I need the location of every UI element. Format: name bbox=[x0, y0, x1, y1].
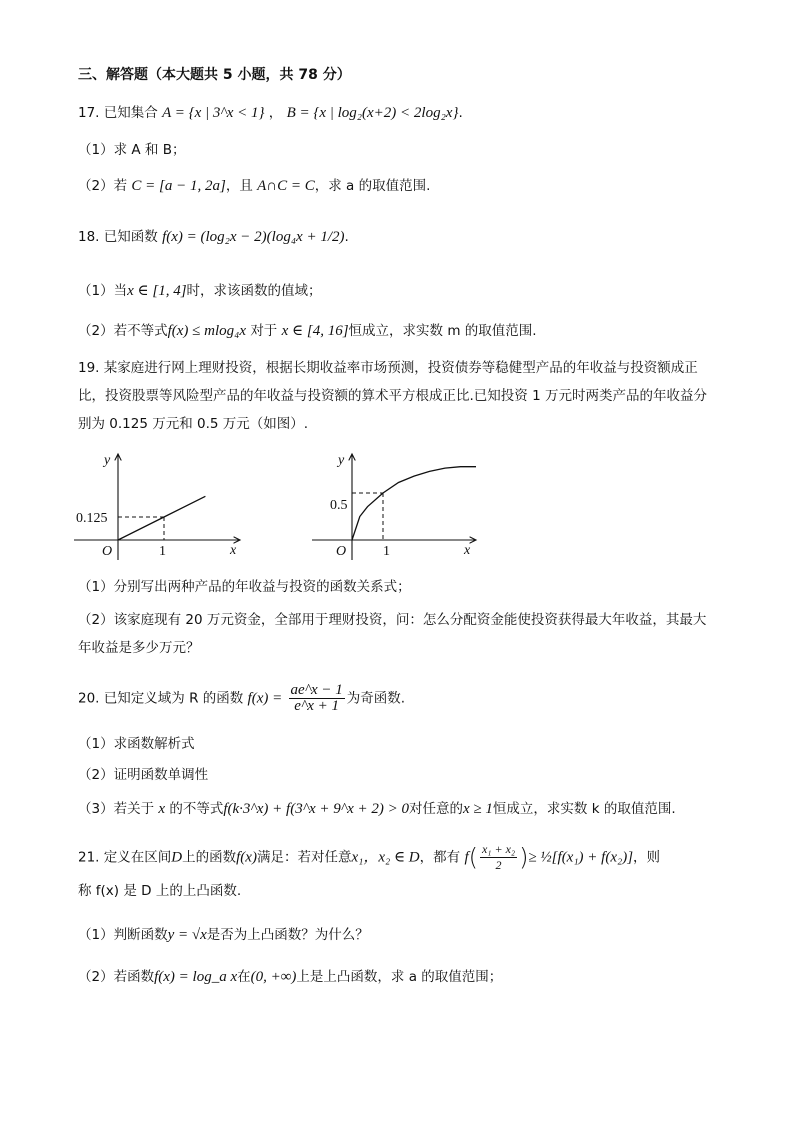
q18-part1-prefix: （1）当 bbox=[78, 283, 128, 299]
q21-ineq-lhs: f bbox=[464, 849, 469, 866]
q20-stem-suffix: 为奇函数. bbox=[346, 690, 406, 707]
q17-part2-mid: ，且 bbox=[225, 178, 253, 194]
q19-part2: （2）该家庭现有 20 万元资金，全部用于理财投资，问：怎么分配资金能使投资获得最大年收益，其最大年收益是多少万元？ bbox=[78, 612, 707, 656]
q20-func-denominator: e^x + 1 bbox=[294, 698, 340, 714]
x-tick-label: 1 bbox=[159, 544, 166, 559]
y-axis-label: y bbox=[338, 453, 345, 468]
q21-stem-suffix: ，则 bbox=[633, 849, 661, 866]
origin-label: O bbox=[336, 544, 347, 559]
q19-stem bbox=[78, 354, 718, 438]
q21-part2 bbox=[78, 968, 502, 986]
q21-ineq-denominator: 2 bbox=[495, 858, 502, 872]
series-line bbox=[352, 467, 476, 540]
q21-func: f(x) bbox=[236, 849, 257, 866]
q21-fraction bbox=[480, 842, 517, 873]
x-axis-label: x bbox=[464, 543, 471, 558]
q17-part2-prefix: （2）若 bbox=[78, 178, 128, 194]
q18-part2 bbox=[78, 322, 537, 340]
y-tick-label: 0.125 bbox=[76, 511, 108, 526]
q20-part3-mid2: 对任意的 bbox=[409, 801, 464, 817]
x-axis-label: x bbox=[230, 543, 237, 558]
q17-set-a: A = {x | 3^x < 1} bbox=[162, 105, 265, 121]
y-axis-label: y bbox=[104, 453, 111, 468]
q20-part2: （2）证明函数单调性 bbox=[78, 767, 209, 783]
q17-part1: （1）求 A 和 B； bbox=[78, 142, 186, 158]
q21-stem: 21. 定义在区间D上的函数f(x)满足：若对任意x₁，x₂ ∈ D，都有 f( $\frac{\text{x₁ + x₂}}{2}$ )≥ ½[f(x₁) + f(x₂)]，则 bbox=[78, 842, 661, 872]
q17-stem: 17. 已知集合 A = {x | 3^x < 1} ， B = {x | log₂(x+2) < 2log₂x}. bbox=[78, 105, 463, 121]
q21-ineq-rhs: ≥ ½[f(x₁) + f(x₂)] bbox=[528, 849, 634, 866]
q17-part2-suffix: ，求 a 的取值范围. bbox=[314, 178, 431, 194]
q20-stem-prefix: 已知定义域为 R 的函数 bbox=[103, 690, 244, 707]
q20-func-numerator: ae^x − 1 bbox=[290, 682, 343, 698]
q20-part3-cond: x ≥ 1 bbox=[463, 801, 493, 817]
q21-stem-mid3: ，都有 bbox=[419, 849, 461, 866]
q21-line2: 称 f(x) 是 D 上的上凸函数. bbox=[78, 883, 242, 899]
q18-part1-suffix: 时，求该函数的值域； bbox=[186, 283, 322, 299]
q21-part2-interval: (0, +∞) bbox=[250, 969, 297, 985]
q21-part1-suffix: 是否为上凸函数？为什么？ bbox=[206, 927, 369, 943]
q18-stem: 18. 已知函数 f(x) = (log₂x − 2)(log₄x + 1/2). bbox=[78, 229, 349, 245]
series-line bbox=[118, 496, 205, 540]
q20-part3 bbox=[78, 800, 676, 818]
q17-part2 bbox=[78, 177, 430, 195]
q21-part2-suffix: 上是上凸函数，求 a 的取值范围； bbox=[296, 969, 503, 985]
q17-set-b: B = {x | log₂(x+2) < 2log₂x} bbox=[286, 105, 459, 121]
graph-sqrt bbox=[306, 448, 486, 568]
q20-func-lhs: f(x) = bbox=[247, 690, 283, 707]
q21-part1 bbox=[78, 926, 369, 944]
q18-part1 bbox=[78, 282, 322, 300]
q21-part1-func: y = √x bbox=[167, 927, 207, 943]
q18-num: 18. bbox=[78, 229, 100, 245]
q19-part1: （1）分别写出两种产品的年收益与投资的函数关系式； bbox=[78, 579, 411, 595]
q17-part2-cond2: A∩C = C bbox=[257, 178, 315, 194]
x-tick-label: 1 bbox=[383, 544, 390, 559]
q20-num: 20. bbox=[78, 690, 100, 707]
q20-part1: （1）求函数解析式 bbox=[78, 736, 195, 752]
graph-linear bbox=[68, 448, 248, 568]
q21-ineq-numerator: x₁ + x₂ bbox=[481, 842, 516, 856]
origin-label: O bbox=[102, 544, 113, 559]
q20-part3-ineq: f(k·3^x) + f(3^x + 9^x + 2) > 0 bbox=[223, 801, 410, 817]
q21-stem-mid2: 满足：若对任意 bbox=[256, 849, 352, 866]
q21-stem-prefix: 定义在区间 bbox=[103, 849, 172, 866]
q21-stem-mid: 上的函数 bbox=[182, 849, 237, 866]
q17-num: 17. bbox=[78, 105, 100, 121]
q18-func: f(x) = (log₂x − 2)(log₄x + 1/2) bbox=[162, 229, 345, 245]
q21-part2-prefix: （2）若函数 bbox=[78, 969, 155, 985]
q18-part2-prefix: （2）若不等式 bbox=[78, 323, 168, 339]
q20-part3-var: x bbox=[158, 801, 166, 817]
y-tick-label: 0.5 bbox=[330, 498, 348, 513]
q18-stem-text: 已知函数 bbox=[103, 229, 158, 245]
q18-part2-ineq: f(x) ≤ mlog₄x bbox=[167, 323, 247, 339]
q18-part2-cond: x ∈ [4, 16] bbox=[281, 323, 349, 339]
q21-vars: x₁，x₂ ∈ D bbox=[351, 849, 420, 866]
section-heading: 三、解答题（本大题共 5 小题，共 78 分） bbox=[78, 67, 351, 83]
q21-domain-var: D bbox=[171, 849, 183, 866]
q20-part3-prefix: （3）若关于 bbox=[78, 801, 155, 817]
q17-stem-text: 已知集合 bbox=[103, 105, 158, 121]
q21-part2-func: f(x) = log_a x bbox=[154, 969, 238, 985]
q21-part1-prefix: （1）判断函数 bbox=[78, 927, 168, 943]
q21-part2-mid: 在 bbox=[237, 969, 251, 985]
q20-fraction bbox=[289, 683, 345, 714]
q21-num: 21. bbox=[78, 849, 100, 866]
q18-part2-mid: 对于 bbox=[250, 323, 278, 339]
q18-part1-cond: x ∈ [1, 4] bbox=[127, 283, 187, 299]
q19-num: 19. bbox=[78, 360, 100, 376]
q17-part2-cond: C = [a − 1, 2a] bbox=[131, 178, 226, 194]
q20-part3-suffix: 恒成立，求实数 k 的取值范围. bbox=[492, 801, 676, 817]
q18-part2-suffix: 恒成立，求实数 m 的取值范围. bbox=[348, 323, 537, 339]
q20-part3-mid: 的不等式 bbox=[169, 801, 224, 817]
q19-text: 某家庭进行网上理财投资，根据长期收益率市场预测，投资债券等稳健型产品的年收益与投资额成正比，投资股票等风险型产品的年收益与投资额的算术平方根成正比.已知投资 1 万元时两类产品的年收益分别为 0.125 万元和 0.5 万元（如图）. bbox=[78, 360, 707, 432]
q20-stem bbox=[78, 683, 405, 714]
